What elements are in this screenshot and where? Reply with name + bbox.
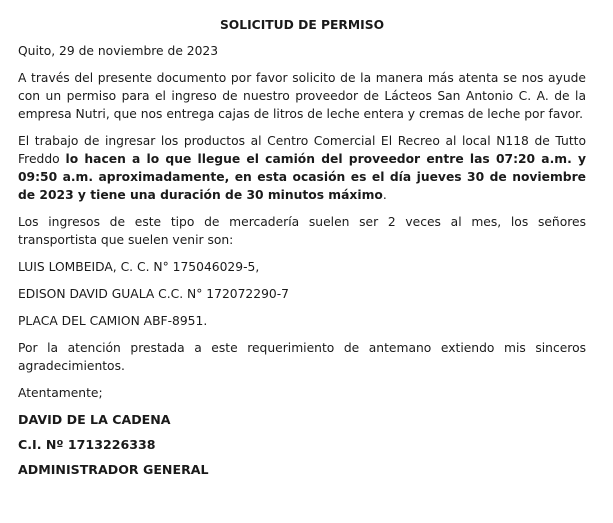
schedule-period: . xyxy=(382,188,387,202)
letter-title: SOLICITUD DE PERMISO xyxy=(219,18,385,32)
date-line: Quito, 29 de noviembre de 2023 xyxy=(18,44,219,58)
truck-plate: PLACA DEL CAMION ABF-8951. xyxy=(18,314,208,328)
paragraph-thanks: Por la atención prestada a este requerimiento de antemano extiendo mis sinceros agradecimientos. xyxy=(18,341,586,373)
closing-line: Atentamente; xyxy=(18,386,103,400)
signer-role: ADMINISTRADOR GENERAL xyxy=(18,462,209,477)
driver-2: EDISON DAVID GUALA C.C. N° 172072290-7 xyxy=(18,287,289,301)
paragraph-schedule xyxy=(18,132,586,204)
driver-1: LUIS LOMBEIDA, C. C. N° 175046029-5, xyxy=(18,260,260,274)
letter-page xyxy=(18,16,586,486)
schedule-arrival: lo hacen a lo que llegue el camión del proveedor xyxy=(65,152,421,166)
signer-name: DAVID DE LA CADENA xyxy=(18,412,171,427)
paragraph-request: A través del presente documento por favor solicito de la manera más atenta se nos ayude con un permiso para el ingreso de nuestro proveedor de Lácteos San Antonio C. A. de la empresa Nutri, que nos entrega cajas de litros de leche entera y cremas de leche por favor. xyxy=(18,71,586,121)
signer-id: C.I. Nº 1713226338 xyxy=(18,437,156,452)
schedule-time: entre las 07:20 a.m. y 09:50 a.m. aproximadamente, en esta ocasión es el día jueves 30 de noviembre de 2023 y tiene una duración de 30 minutos máximo xyxy=(18,152,586,202)
schedule-intro: El trabajo de ingresar los productos al Centro Comercial El Recreo al local N118 de Tutto Freddo xyxy=(18,134,586,166)
paragraph-frequency: Los ingresos de este tipo de mercadería suelen ser 2 veces al mes, los señores transportista que suelen venir son: xyxy=(18,215,586,247)
